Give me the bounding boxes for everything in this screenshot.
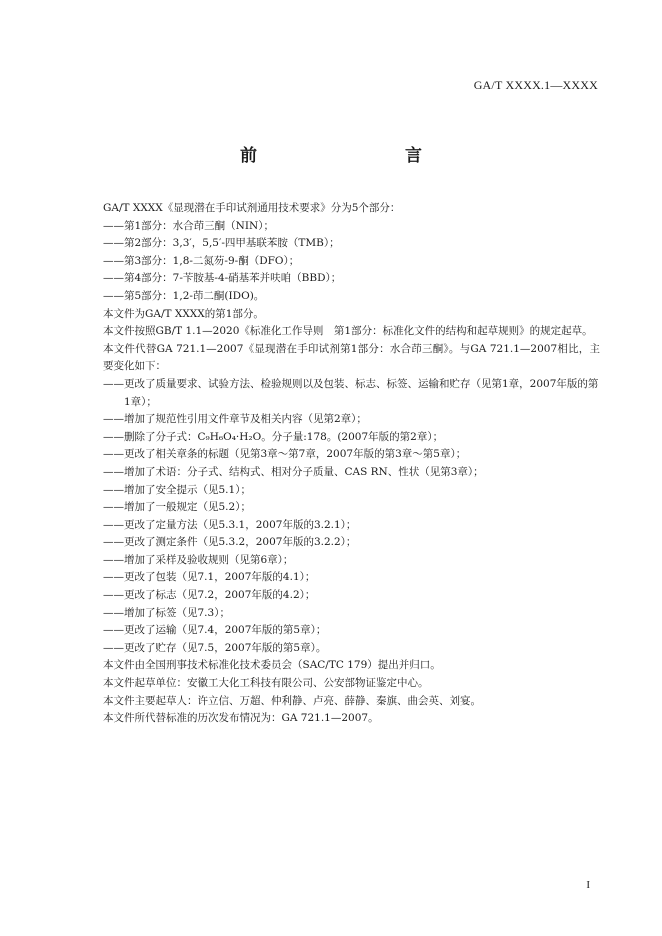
standard-code: GA/T XXXX.1—XXXX bbox=[473, 78, 598, 92]
list-item: ——第5部分：1,2-茚二酮(IDO)。 bbox=[103, 289, 265, 302]
change-text: ——增加了一般规定（见5.2）； bbox=[103, 501, 251, 514]
list-item bbox=[82, 517, 600, 535]
intro-paragraph: GA/T XXXX《显现潜在手印试剂通用技术要求》分为5个部分： bbox=[103, 202, 401, 214]
change-text: ——更改了测定条件（见5.3.2，2007年版的3.2.2）； bbox=[103, 536, 357, 549]
list-item bbox=[82, 622, 600, 640]
list-item bbox=[82, 429, 600, 447]
changes-list bbox=[82, 376, 600, 658]
part-note: 本文件为GA/T XXXX的第1部分。 bbox=[103, 307, 264, 320]
list-item: ——第3部分：1,8-二氮芴-9-酮（DFO）； bbox=[103, 254, 300, 267]
drafting-units-paragraph: 本文件起草单位：安徽工大化工科技有限公司、公安部物证鉴定中心。 bbox=[103, 677, 429, 690]
history-paragraph: 本文件所代替标准的历次发布情况为：GA 721.1—2007。 bbox=[103, 712, 379, 725]
list-item: ——第2部分：3,3′，5,5′-四甲基联苯胺（TMB）； bbox=[103, 237, 340, 250]
replace-note-paragraph: 本文件代替GA 721.1—2007《显现潜在手印试剂第1部分：水合茚三酮》。与GA 721.1—2007相比，主要变化如下： bbox=[103, 342, 600, 373]
foreword-body bbox=[82, 200, 600, 728]
parts-list bbox=[82, 218, 600, 306]
change-text: ——增加了标签（见7.3）； bbox=[103, 606, 230, 619]
change-text: ——更改了运输（见7.4，2007年版的第5章）； bbox=[103, 624, 327, 637]
list-item bbox=[82, 376, 600, 411]
change-text: ——更改了质量要求、试验方法、检验规则以及包装、标志、标签、运输和贮存（见第1章，2007年版的第1章）； bbox=[103, 377, 599, 408]
page-title: 前 言 bbox=[240, 146, 460, 166]
list-item bbox=[82, 464, 600, 482]
list-item bbox=[82, 499, 600, 517]
list-item bbox=[82, 587, 600, 605]
list-item: ——第4部分：7-苄胺基-4-硝基苯并呋咱（BBD）； bbox=[103, 272, 342, 285]
change-text: ——更改了相关章条的标题（见第3章～第7章，2007年版的第3章～第5章）； bbox=[103, 448, 467, 461]
list-item bbox=[82, 640, 600, 658]
list-item bbox=[82, 446, 600, 464]
change-text: ——增加了安全提示（见5.1）； bbox=[103, 483, 251, 496]
change-text: ——更改了贮存（见7.5，2007年版的第5章）。 bbox=[103, 641, 327, 654]
list-item bbox=[82, 552, 600, 570]
list-item bbox=[82, 534, 600, 552]
list-item bbox=[82, 411, 600, 429]
page-number: I bbox=[586, 879, 590, 891]
change-text: ——增加了规范性引用文件章节及相关内容（见第2章）； bbox=[103, 413, 367, 426]
change-text: ——更改了标志（见7.2，2007年版的4.2）； bbox=[103, 589, 316, 602]
change-text: ——更改了包装（见7.1，2007年版的4.1）； bbox=[103, 571, 316, 584]
list-item bbox=[82, 569, 600, 587]
list-item: ——第1部分：水合茚三酮（NIN）； bbox=[103, 219, 274, 232]
list-item bbox=[82, 605, 600, 623]
drafters-paragraph: 本文件主要起草人：许立信、万超、仲利静、卢亮、薛静、秦旗、曲会英、刘宴。 bbox=[103, 694, 481, 707]
change-text: ——更改了定量方法（见5.3.1，2007年版的3.2.1）； bbox=[103, 518, 357, 531]
proposer-paragraph: 本文件由全国刑事技术标准化技术委员会（SAC/TC 179）提出并归口。 bbox=[103, 659, 441, 672]
drafting-rule-paragraph: 本文件按照GB/T 1.1—2020《标准化工作导则 第1部分：标准化文件的结构和起草规则》的规定起草。 bbox=[103, 325, 593, 338]
change-text: ——增加了术语：分子式、结构式、相对分子质量、CAS RN、性状（见第3章）； bbox=[103, 465, 484, 478]
change-text: ——删除了分子式：C₉H₆O₄·H₂O。分子量:178。(2007年版的第2章）； bbox=[103, 430, 444, 443]
list-item bbox=[82, 482, 600, 500]
change-text: ——增加了采样及验收规则（见第6章）； bbox=[103, 553, 294, 566]
